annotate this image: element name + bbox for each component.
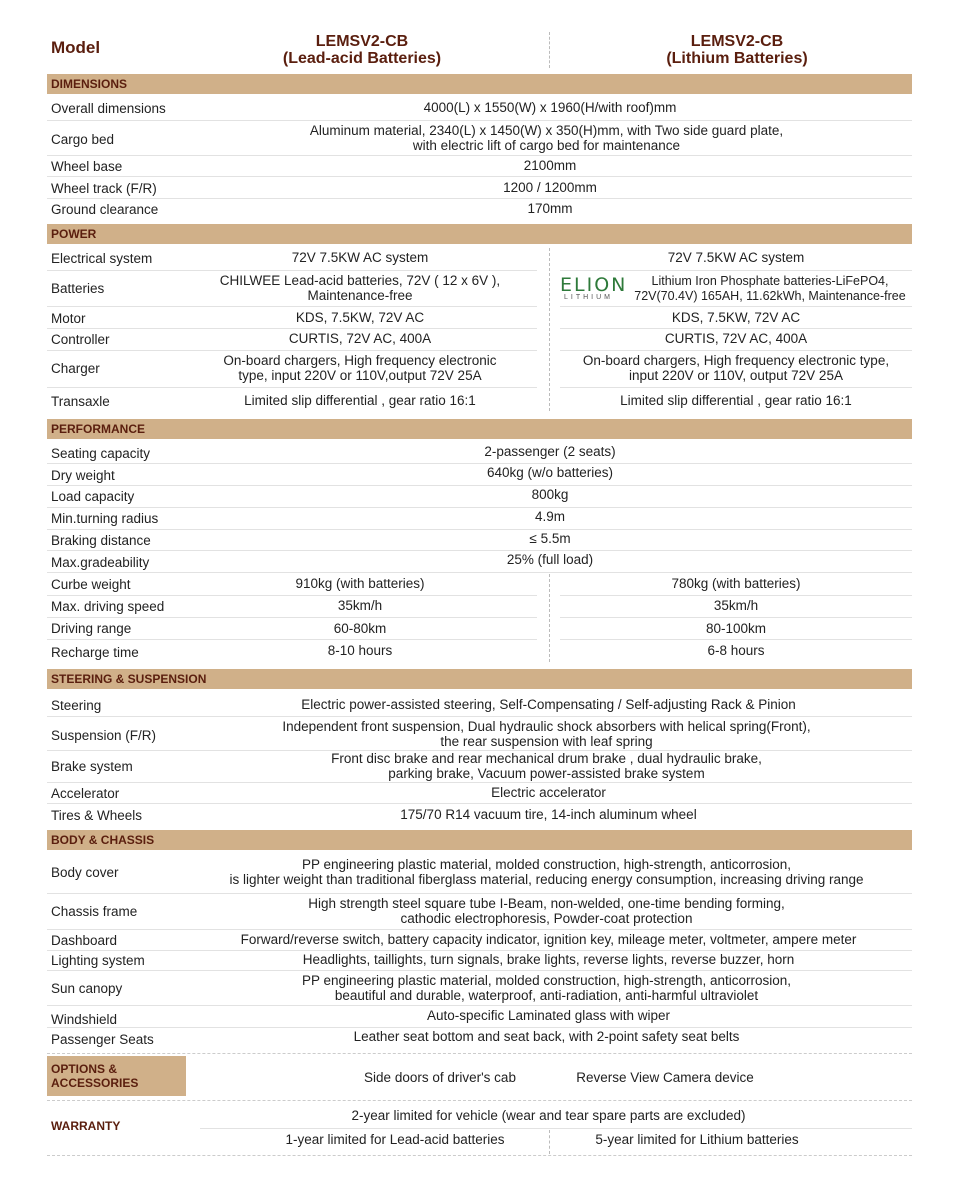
row-divider: [47, 716, 912, 717]
row-divider: [47, 550, 912, 551]
label-chassis-frame: Chassis frame: [51, 904, 138, 919]
row-divider: [47, 176, 912, 177]
value-charger-lithium-line2: input 220V or 110V, output 72V 25A: [629, 367, 843, 383]
value-driving-range-lead: 60-80km: [333, 621, 387, 636]
value-batteries-lead: [200, 274, 520, 303]
label-overall-dimensions: Overall dimensions: [51, 101, 166, 116]
value-passenger-seats: Leather seat bottom and seat back, with 2-point safety seat belts: [353, 1029, 740, 1044]
column-heading-lithium-type: (Lithium Batteries): [666, 50, 808, 67]
value-batteries-lead-line1: CHILWEE Lead-acid batteries, 72V ( 12 x 6V ),: [219, 273, 501, 288]
value-sun-canopy: [200, 974, 893, 1003]
option-reverse-camera: Reverse View Camera device: [576, 1070, 754, 1085]
value-seating-capacity: 2-passenger (2 seats): [484, 444, 616, 459]
label-cargo-bed: Cargo bed: [51, 132, 115, 147]
label-transaxle: Transaxle: [51, 394, 110, 409]
row-divider: [47, 270, 537, 271]
value-suspension-line2: the rear suspension with leaf spring: [440, 733, 653, 749]
row-divider: [47, 1100, 912, 1101]
column-heading-lead-acid-type: (Lead-acid Batteries): [282, 50, 442, 67]
value-brake-system-line2: parking brake, Vacuum power-assisted brake system: [388, 765, 705, 781]
value-recharge-time-lithium: 6-8 hours: [707, 643, 765, 658]
row-divider: [47, 198, 912, 199]
value-sun-canopy-line2: beautiful and durable, waterproof, anti-radiation, anti-harmful ultraviolet: [334, 987, 759, 1003]
row-divider: [47, 639, 537, 640]
value-curb-weight-lithium: 780kg (with batteries): [671, 576, 801, 591]
column-divider-power: [549, 248, 550, 411]
value-charger-lead: [200, 354, 520, 383]
section-power-title: POWER: [51, 227, 97, 241]
row-divider: [47, 120, 912, 121]
label-driving-range: Driving range: [51, 621, 132, 636]
row-divider: [47, 1027, 912, 1028]
warranty-lithium: 5-year limited for Lithium batteries: [595, 1132, 799, 1147]
column-heading-lead-acid-model: LEMSV2-CB: [315, 33, 409, 50]
row-divider: [47, 970, 912, 971]
row-divider: [47, 507, 912, 508]
label-dry-weight: Dry weight: [51, 468, 115, 483]
value-steering: Electric power-assisted steering, Self-Compensating / Self-adjusting Rack & Pinion: [301, 697, 796, 712]
label-accelerator: Accelerator: [51, 786, 120, 801]
value-cargo-bed-line2: with electric lift of cargo bed for maintenance: [412, 137, 681, 153]
value-brake-system: [200, 752, 893, 781]
label-wheel-base: Wheel base: [51, 159, 123, 174]
value-suspension: [200, 720, 893, 749]
label-motor: Motor: [51, 311, 86, 326]
value-load-capacity: 800kg: [531, 487, 569, 502]
section-dimensions-title: DIMENSIONS: [51, 77, 128, 91]
label-tires-wheels: Tires & Wheels: [51, 808, 143, 823]
row-divider: [47, 782, 912, 783]
row-divider: [47, 950, 912, 951]
value-driving-speed-lithium: 35km/h: [713, 598, 759, 613]
value-ground-clearance: 170mm: [527, 201, 573, 216]
value-dashboard: Forward/reverse switch, battery capacity indicator, ignition key, mileage meter, voltmeter, ampere meter: [240, 932, 857, 947]
value-driving-range-lithium: 80-100km: [705, 621, 767, 636]
section-warranty-title: WARRANTY: [51, 1119, 121, 1133]
section-options-title: [51, 1062, 138, 1090]
value-body-cover: [200, 858, 893, 887]
row-divider: [47, 617, 537, 618]
value-motor-lead: KDS, 7.5KW, 72V AC: [295, 310, 425, 325]
row-divider: [560, 306, 912, 307]
label-batteries: Batteries: [51, 281, 105, 296]
model-heading: Model: [51, 38, 101, 57]
value-overall-dimensions: 4000(L) x 1550(W) x 1960(H/with roof)mm: [423, 100, 677, 115]
row-divider: [47, 803, 912, 804]
value-sun-canopy-line1: PP engineering plastic material, molded construction, high-strength, anticorrosion,: [301, 973, 791, 988]
column-heading-lead-acid: [262, 33, 462, 67]
value-batteries-lithium-line2: 72V(70.4V) 165AH, 11.62kWh, Maintenance-free: [634, 288, 906, 303]
value-suspension-line1: Independent front suspension, Dual hydraulic shock absorbers with helical spring(Front),: [282, 719, 811, 734]
row-divider: [47, 529, 912, 530]
value-charger-lithium: [560, 354, 912, 383]
value-batteries-lead-line2: Maintenance-free: [307, 287, 413, 303]
row-divider: [560, 617, 912, 618]
row-divider: [47, 929, 912, 930]
label-brake-system: Brake system: [51, 759, 133, 774]
value-dry-weight: 640kg (w/o batteries): [486, 465, 614, 480]
label-braking-distance: Braking distance: [51, 533, 151, 548]
row-divider: [560, 595, 912, 596]
section-power: [47, 224, 912, 244]
label-passenger-seats: Passenger Seats: [51, 1032, 154, 1047]
value-brake-system-line1: Front disc brake and rear mechanical drum brake , dual hydraulic brake,: [331, 751, 762, 766]
row-divider: [47, 1155, 912, 1156]
label-ground-clearance: Ground clearance: [51, 202, 159, 217]
value-braking-distance: ≤ 5.5m: [529, 531, 571, 546]
label-gradeability: Max.gradeability: [51, 555, 150, 570]
value-batteries-lithium-line1: Lithium Iron Phosphate batteries-LiFePO4,: [651, 274, 889, 288]
value-body-cover-line2: is lighter weight than traditional fiberglass material, reducing energy consumption, increasing driving range: [229, 871, 864, 887]
row-divider: [560, 328, 912, 329]
value-windshield: Auto-specific Laminated glass with wiper: [426, 1008, 671, 1023]
row-divider: [560, 387, 912, 388]
value-chassis-frame-line1: High strength steel square tube I-Beam, non-welded, one-time bending forming,: [308, 896, 785, 911]
value-cargo-bed-line1: Aluminum material, 2340(L) x 1450(W) x 350(H)mm, with Two side guard plate,: [309, 123, 784, 138]
value-gradeability: 25% (full load): [506, 552, 594, 567]
value-driving-speed-lead: 35km/h: [337, 598, 383, 613]
option-side-doors: Side doors of driver's cab: [364, 1070, 516, 1085]
section-performance-title: PERFORMANCE: [51, 422, 146, 436]
value-accelerator: Electric accelerator: [491, 785, 606, 800]
section-body-chassis: [47, 830, 912, 850]
row-divider: [47, 1053, 912, 1054]
row-divider: [47, 572, 912, 573]
section-options: [47, 1056, 186, 1096]
section-performance: [47, 419, 912, 439]
label-recharge-time: Recharge time: [51, 645, 139, 660]
label-load-capacity: Load capacity: [51, 489, 135, 504]
row-divider: [47, 350, 537, 351]
row-divider: [560, 350, 912, 351]
row-divider: [47, 485, 912, 486]
section-dimensions: [47, 74, 912, 94]
value-controller-lithium: CURTIS, 72V AC, 400A: [664, 331, 808, 346]
value-body-cover-line1: PP engineering plastic material, molded construction, high-strength, anticorrosion,: [301, 857, 791, 872]
value-electrical-system-lead: 72V 7.5KW AC system: [291, 250, 429, 265]
value-transaxle-lithium: Limited slip differential , gear ratio 16:1: [620, 393, 852, 408]
value-transaxle-lead: Limited slip differential , gear ratio 16:1: [244, 393, 476, 408]
label-windshield: Windshield: [51, 1012, 118, 1027]
row-divider: [47, 893, 912, 894]
label-dashboard: Dashboard: [51, 933, 118, 948]
row-divider: [47, 306, 537, 307]
section-body-chassis-title: BODY & CHASSIS: [51, 833, 155, 847]
label-seating-capacity: Seating capacity: [51, 446, 151, 461]
label-turning-radius: Min.turning radius: [51, 511, 159, 526]
value-curb-weight-lead: 910kg (with batteries): [295, 576, 425, 591]
label-lighting-system: Lighting system: [51, 953, 145, 968]
value-electrical-system-lithium: 72V 7.5KW AC system: [667, 250, 805, 265]
elion-logo-sub: LITHIUM: [564, 294, 613, 301]
warranty-vehicle: 2-year limited for vehicle (wear and tear spare parts are excluded): [351, 1108, 746, 1123]
value-wheel-base: 2100mm: [523, 158, 577, 173]
value-recharge-time-lead: 8-10 hours: [327, 643, 393, 658]
row-divider: [47, 387, 537, 388]
section-options-title-line2: ACCESSORIES: [51, 1076, 139, 1090]
warranty-lead-acid: 1-year limited for Lead-acid batteries: [285, 1132, 505, 1147]
label-curb-weight: Curbe weight: [51, 577, 131, 592]
label-body-cover: Body cover: [51, 865, 119, 880]
label-suspension: Suspension (F/R): [51, 728, 157, 743]
value-tires-wheels: 175/70 R14 vacuum tire, 14-inch aluminum wheel: [400, 807, 697, 822]
row-divider: [47, 595, 537, 596]
row-divider: [47, 463, 912, 464]
label-sun-canopy: Sun canopy: [51, 981, 123, 996]
label-driving-speed: Max. driving speed: [51, 599, 165, 614]
header-divider: [549, 32, 550, 68]
label-electrical-system: Electrical system: [51, 251, 153, 266]
row-divider: [560, 270, 912, 271]
value-controller-lead: CURTIS, 72V AC, 400A: [288, 331, 432, 346]
label-charger: Charger: [51, 361, 100, 376]
column-heading-lithium-model: LEMSV2-CB: [690, 33, 784, 50]
value-charger-lead-line2: type, input 220V or 110V,output 72V 25A: [238, 367, 482, 383]
value-chassis-frame-line2: cathodic electrophoresis, Powder-coat protection: [400, 910, 693, 926]
value-chassis-frame: [200, 897, 893, 926]
row-divider: [560, 639, 912, 640]
value-turning-radius: 4.9m: [534, 509, 565, 524]
elion-lithium-logo: [560, 274, 626, 304]
section-steering: [47, 669, 912, 689]
value-batteries-lithium: [627, 274, 913, 303]
label-controller: Controller: [51, 332, 110, 347]
elion-logo-word: ELION: [560, 274, 628, 296]
value-cargo-bed: [200, 124, 893, 153]
value-charger-lithium-line1: On-board chargers, High frequency electronic type,: [582, 353, 890, 368]
label-steering: Steering: [51, 698, 102, 713]
row-divider: [47, 328, 537, 329]
value-wheel-track: 1200 / 1200mm: [503, 180, 597, 195]
column-divider-performance: [549, 574, 550, 662]
section-steering-title: STEERING & SUSPENSION: [51, 672, 207, 686]
section-options-title-line1: OPTIONS &: [51, 1062, 118, 1076]
value-lighting-system: Headlights, taillights, turn signals, brake lights, reverse lights, reverse buzzer, horn: [302, 952, 795, 967]
value-motor-lithium: KDS, 7.5KW, 72V AC: [671, 310, 801, 325]
label-wheel-track: Wheel track (F/R): [51, 181, 157, 196]
value-charger-lead-line1: On-board chargers, High frequency electronic: [223, 353, 497, 368]
column-heading-lithium: [637, 33, 837, 67]
row-divider: [200, 1128, 912, 1129]
row-divider: [47, 155, 912, 156]
row-divider: [47, 1005, 912, 1006]
